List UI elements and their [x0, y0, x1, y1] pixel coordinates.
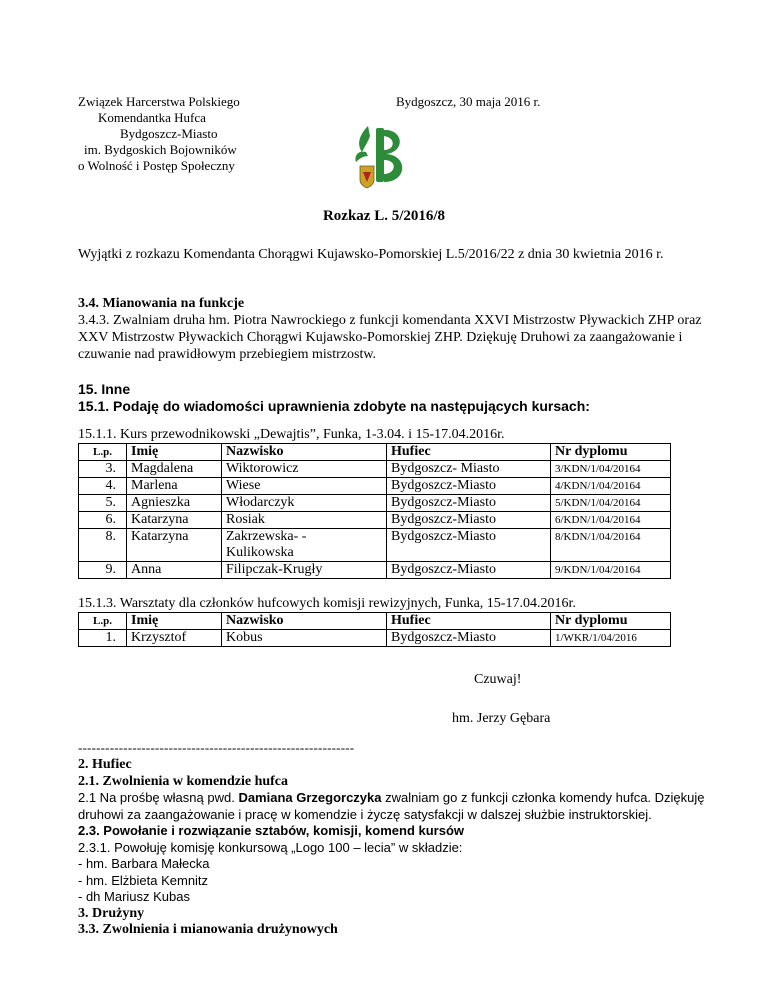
paragraph-2-1	[78, 790, 718, 823]
table-cell: 5.	[79, 495, 127, 512]
org-line-1: Związek Harcerstwa Polskiego	[78, 94, 240, 109]
section-15	[78, 381, 738, 415]
heading-2-3: 2.3. Powołanie i rozwiązanie sztabów, komisji, komend kursów	[78, 823, 465, 838]
column-header: L.p.	[79, 444, 127, 461]
table-row	[79, 562, 671, 579]
table-cell: Magdalena	[127, 461, 222, 478]
column-header: Hufiec	[387, 613, 551, 630]
table-cell: Wiese	[222, 478, 387, 495]
table-cell: 5/KDN/1/04/20164	[551, 495, 671, 512]
table-cell: Krzysztof	[127, 630, 222, 647]
column-header: Nazwisko	[222, 613, 387, 630]
paragraph-2-1-pre: 2.1 Na prośbę własną pwd.	[78, 790, 239, 805]
table-cell: Bydgoszcz-Miasto	[387, 478, 551, 495]
table-cell: 1/WKR/1/04/2016	[551, 630, 671, 647]
paragraph-2-1-post: zwalniam go z funkcji członka komendy hufca. Dziękuję druhowi za zaangażowanie i pracę w komendzie i życzę satysfakcji w dalszej służbie instruktorskiej.	[78, 790, 705, 822]
table-cell: Bydgoszcz- Miasto	[387, 461, 551, 478]
commission-member: - hm. Barbara Małecka	[78, 856, 210, 871]
table-cell: Katarzyna	[127, 529, 222, 562]
table-cell: 4/KDN/1/04/20164	[551, 478, 671, 495]
column-header: Nr dyplomu	[551, 444, 671, 461]
org-line-5: o Wolność i Postęp Społeczny	[78, 158, 235, 173]
table-header-row	[79, 613, 671, 630]
table-cell: Bydgoszcz-Miasto	[387, 562, 551, 579]
table-header-row	[79, 444, 671, 461]
section-3-4-text: 3.4.3. Zwalniam druha hm. Piotra Nawrockiego z funkcji komendanta XXVI Mistrzostw Pływackich ZHP oraz XXV Mistrzostw Pływackich Chorągwi Kujawsko-Pomorskiej ZHP. Dziękuję Druhowi za zaangażowanie i czuwanie nad prawidłowym przebiegiem mistrzostw.	[78, 313, 702, 362]
table-cell: Anna	[127, 562, 222, 579]
table-cell: Katarzyna	[127, 512, 222, 529]
course-1-table	[78, 443, 671, 579]
logo-b-shape	[376, 128, 402, 182]
organization-header	[78, 94, 240, 174]
table-cell: 4.	[79, 478, 127, 495]
table-cell: 8.	[79, 529, 127, 562]
table-cell: Kobus	[222, 630, 387, 647]
table-row	[79, 512, 671, 529]
table-cell: Marlena	[127, 478, 222, 495]
table-cell: Włodarczyk	[222, 495, 387, 512]
table-row	[79, 630, 671, 647]
course-2-title: 15.1.3. Warsztaty dla członków hufcowych komisji rewizyjnych, Funka, 15-17.04.2016r.	[78, 596, 576, 611]
table-cell: 9/KDN/1/04/20164	[551, 562, 671, 579]
column-header: L.p.	[79, 613, 127, 630]
city-date: Bydgoszcz, 30 maja 2016 r.	[396, 94, 541, 109]
heading-3-3: 3.3. Zwolnienia i mianowania drużynowych	[78, 922, 338, 937]
table-row	[79, 478, 671, 495]
table-cell: 3.	[79, 461, 127, 478]
org-line-3: Bydgoszcz-Miasto	[120, 126, 218, 141]
zhp-hufiec-bydgoszcz-logo-icon	[352, 122, 414, 192]
signature: hm. Jerzy Gębara	[452, 711, 551, 726]
table-cell: Rosiak	[222, 512, 387, 529]
table-cell: Wiktorowicz	[222, 461, 387, 478]
closing-greeting: Czuwaj!	[474, 672, 522, 687]
section-hufiec	[78, 757, 718, 939]
table-cell: 9.	[79, 562, 127, 579]
commission-member: - hm. Elżbieta Kemnitz	[78, 872, 209, 888]
section-3-4-heading: 3.4. Mianowania na funkcje	[78, 296, 245, 311]
excerpt-paragraph: Wyjątki z rozkazu Komendanta Chorągwi Kujawsko-Pomorskiej L.5/2016/22 z dnia 30 kwietnia 2016 r.	[78, 247, 664, 262]
column-header: Hufiec	[387, 444, 551, 461]
dismissed-person-name: Damiana Grzegorczyka	[238, 790, 382, 805]
table-cell: Bydgoszcz-Miasto	[387, 529, 551, 562]
column-header: Nr dyplomu	[551, 613, 671, 630]
org-line-4: im. Bydgoskich Bojowników	[84, 142, 237, 157]
heading-3: 3. Drużyny	[78, 905, 145, 921]
column-header: Imię	[127, 444, 222, 461]
table-cell: 1.	[79, 630, 127, 647]
heading-2-1: 2.1. Zwolnienia w komendzie hufca	[78, 773, 289, 789]
table-cell: 3/KDN/1/04/20164	[551, 461, 671, 478]
heading-2: 2. Hufiec	[78, 757, 132, 772]
paragraph-2-3-1: 2.3.1. Powołuję komisję konkursową „Logo 100 – lecia” w składzie:	[78, 839, 463, 855]
table-row	[79, 495, 671, 512]
course-1-title: 15.1.1. Kurs przewodnikowski „Dewajtis”, Funka, 1-3.04. i 15-17.04.2016r.	[78, 427, 505, 442]
table-cell: Bydgoszcz-Miasto	[387, 630, 551, 647]
table-row	[79, 529, 671, 562]
commission-member: - dh Mariusz Kubas	[78, 889, 190, 904]
org-line-2: Komendantka Hufca	[98, 110, 206, 125]
surname-line-1: Zakrzewska- -	[226, 529, 307, 544]
table-cell: 8/KDN/1/04/20164	[551, 529, 671, 562]
order-title: Rozkaz L. 5/2016/8	[322, 208, 446, 224]
table-cell: Bydgoszcz-Miasto	[387, 512, 551, 529]
table-cell: Bydgoszcz-Miasto	[387, 495, 551, 512]
section-15-heading: 15. Inne	[78, 381, 131, 397]
table-cell: 6.	[79, 512, 127, 529]
table-row	[79, 461, 671, 478]
table-cell: Agnieszka	[127, 495, 222, 512]
table-cell: Filipczak-Krugły	[222, 562, 387, 579]
section-15-subheading: 15.1. Podaję do wiadomości uprawnienia zdobyte na następujących kursach:	[78, 398, 590, 414]
table-cell	[222, 529, 387, 562]
logo-lily-shape	[355, 126, 370, 162]
table-cell: 6/KDN/1/04/20164	[551, 512, 671, 529]
section-divider: -------------------------------------------------------------	[78, 740, 355, 755]
section-3-4	[78, 295, 718, 363]
surname-line-2: Kulikowska	[226, 545, 294, 560]
course-2-table	[78, 612, 671, 647]
column-header: Nazwisko	[222, 444, 387, 461]
column-header: Imię	[127, 613, 222, 630]
